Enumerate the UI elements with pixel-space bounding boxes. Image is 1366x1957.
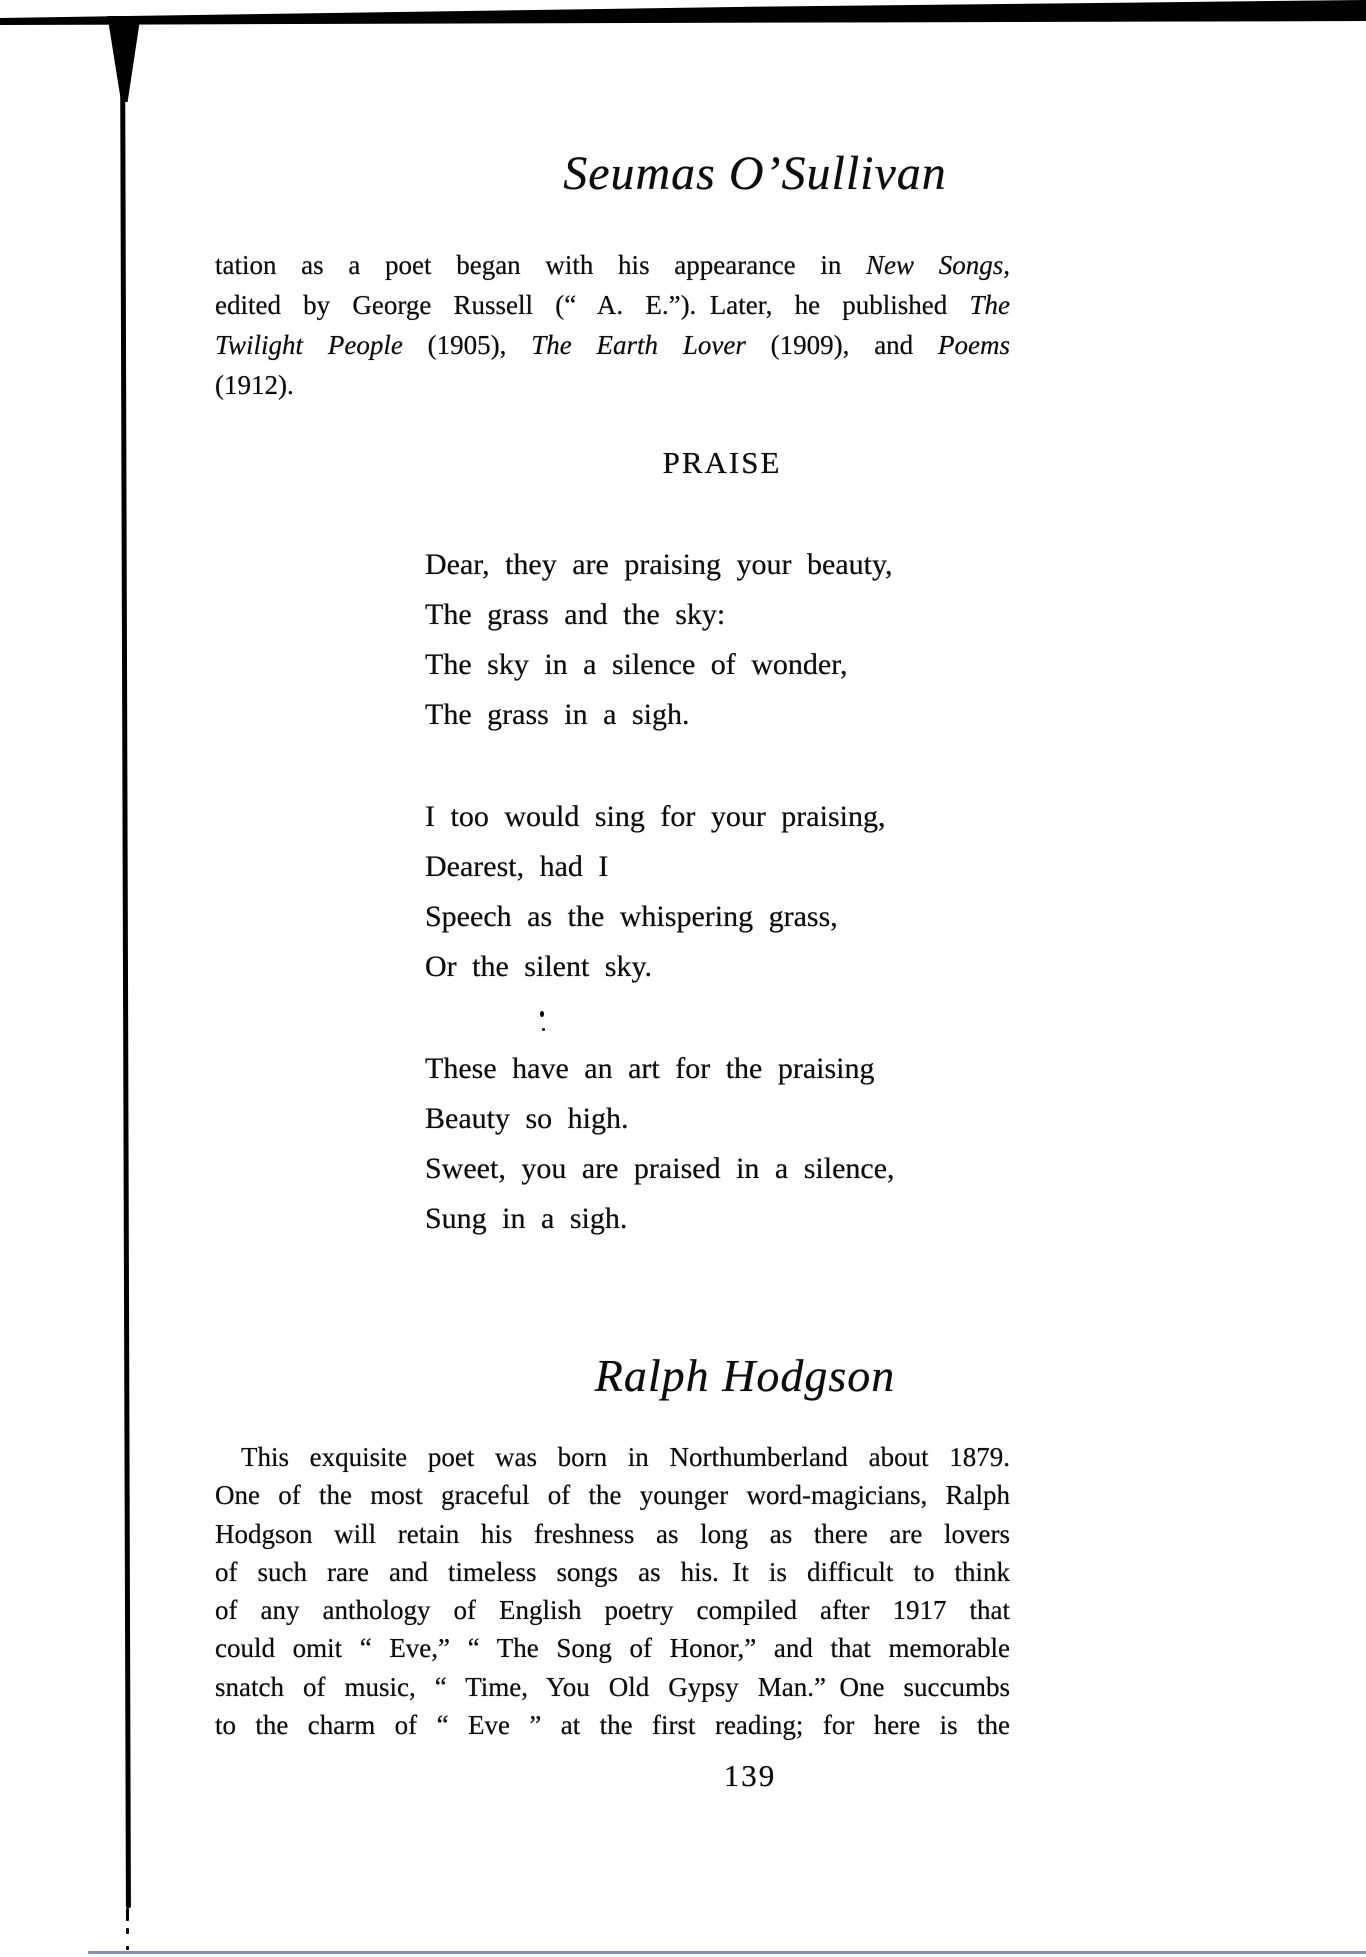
scan-spine-dash [126, 1928, 129, 1934]
poem [425, 540, 895, 1296]
text-segment: (1909), and [745, 330, 939, 360]
page-number: 139 [723, 1758, 777, 1793]
text-segment: (1905), [402, 330, 532, 360]
italic-text: New Songs, [866, 250, 1010, 280]
ink-speck [540, 1011, 544, 1017]
text-line: of any anthology of English poetry compiled after 1917 that [215, 1595, 1010, 1626]
text-line [215, 285, 1010, 325]
text-segment: tation as a poet began with his appearance in [215, 250, 867, 280]
scan-spine-dash [126, 1908, 129, 1921]
text-line: Dearest, had I [425, 850, 609, 883]
intro-paragraph [215, 245, 1010, 405]
text-line [215, 245, 1010, 285]
poem-title: PRAISE [662, 445, 782, 480]
text-line [215, 365, 1010, 405]
text-line: The sky in a silence of wonder, [425, 648, 848, 681]
italic-text: The Earth Lover [531, 330, 746, 360]
text-line: The grass and the sky: [425, 598, 726, 631]
text-line [215, 325, 1010, 365]
section-title: Ralph Hodgson [594, 1350, 896, 1401]
page-title: Seumas O’Sullivan [563, 147, 947, 200]
text-line: Dear, they are praising your beauty, [425, 548, 893, 581]
text-line: The grass in a sigh. [425, 698, 690, 731]
text-line: Speech as the whispering grass, [425, 900, 838, 933]
poem-stanza [425, 1044, 895, 1244]
poem-stanza [425, 792, 895, 992]
text-line: snatch of music, “ Time, You Old Gypsy Man.” One succumbs [215, 1671, 1010, 1702]
text-line: Hodgson will retain his freshness as long as there are lovers [215, 1518, 1010, 1549]
scan-top-edge [0, 0, 1366, 26]
text-line: could omit “ Eve,” “ The Song of Honor,” and that memorable [215, 1633, 1010, 1664]
text-segment: (1912). [215, 370, 294, 400]
scan-spine-line [120, 22, 131, 1908]
italic-text: Twilight People [215, 330, 403, 360]
section-paragraph [215, 1438, 1010, 1744]
scan-bottom-line [88, 1951, 1366, 1954]
italic-text: Poems [938, 330, 1010, 360]
italic-text: The [969, 290, 1010, 320]
text-line: These have an art for the praising [425, 1052, 875, 1085]
text-line: to the charm of “ Eve ” at the first reading; for here is the [215, 1710, 1010, 1741]
text-line: One of the most graceful of the younger word-magicians, Ralph [215, 1480, 1010, 1511]
text-line: I too would sing for your praising, [425, 800, 886, 833]
scan-spine-dash [126, 1946, 129, 1950]
ink-speck [542, 1028, 545, 1031]
text-line: Sweet, you are praised in a silence, [425, 1152, 895, 1185]
text-line: Or the silent sky. [425, 950, 653, 983]
text-line: This exquisite poet was born in Northumberland about 1879. [241, 1442, 1010, 1472]
text-line: Beauty so high. [425, 1102, 629, 1135]
text-segment: edited by George Russell (“ A. E.”). Later, he published [215, 290, 970, 320]
text-line: of such rare and timeless songs as his. It is difficult to think [215, 1556, 1010, 1587]
text-line: Sung in a sigh. [425, 1202, 628, 1235]
poem-stanza [425, 540, 895, 740]
